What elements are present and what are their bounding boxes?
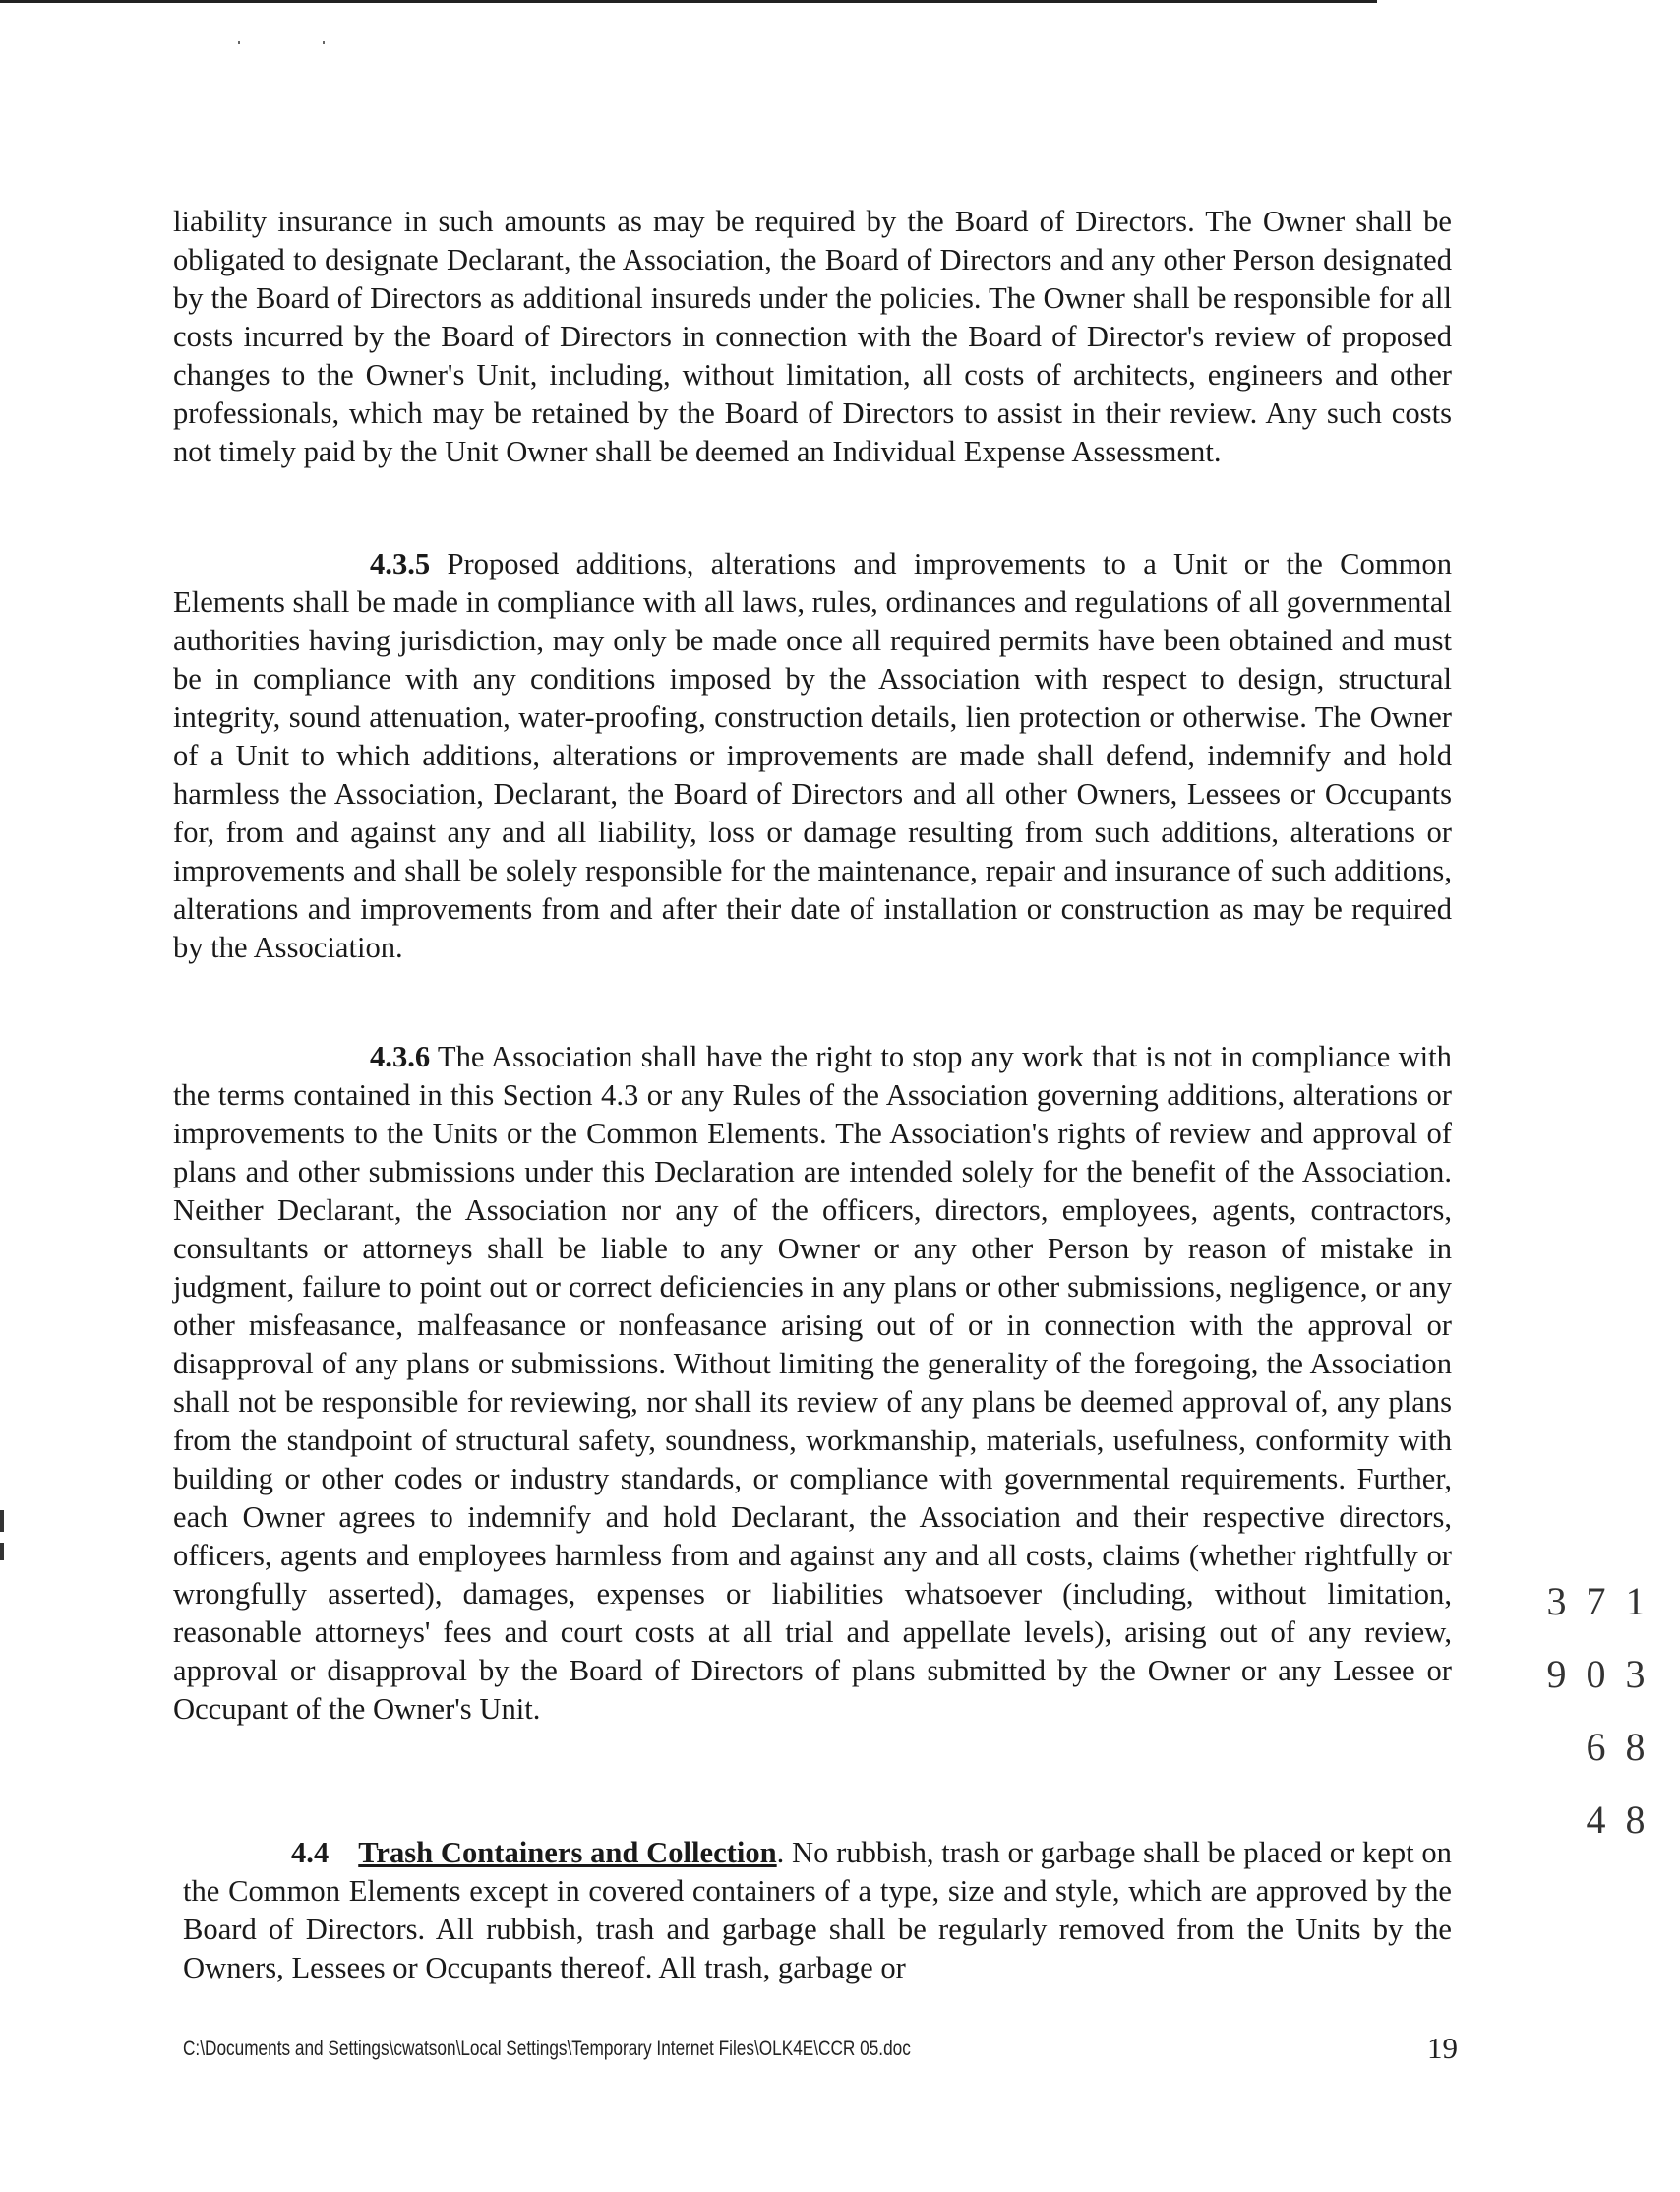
- section-4-3-5: [173, 545, 1452, 967]
- paragraph-continued: [173, 203, 1452, 471]
- page-number: 19: [1427, 2031, 1458, 2065]
- scan-margin-mark: [0, 1543, 4, 1560]
- scan-speck: [323, 41, 325, 44]
- section-4-4: [183, 1834, 1452, 1987]
- section-number: 4.3.5: [370, 547, 431, 580]
- section-4-3-6: [173, 1038, 1452, 1729]
- paragraph-continued-text: liability insurance in such amounts as may be required by the Board of Directors. The Owner shall be obligated to designate Declarant, the Association, the Board of Directors and any other Person designated by the Board of Directors as additional insureds under the policies. The Owner shall be responsible for all costs incurred by the Board of Directors in connection with the Board of Director's review of proposed changes to the Owner's Unit, including, without limitation, all costs of architects, engineers and other professionals, which may be retained by the Board of Directors to assist in their review. Any such costs not timely paid by the Unit Owner shall be deemed an Individual Expense Assessment.: [173, 205, 1452, 468]
- section-number: 4.4: [291, 1836, 330, 1869]
- recording-stamp-number: 1 3 8 8 7 0 6 4 3 9: [1534, 1579, 1657, 1834]
- scan-margin-mark: [0, 1510, 4, 1532]
- section-text: . No rubbish, trash or garbage shall be placed or kept on the Common Elements except in covered containers of a type, size and style, which are approved by the Board of Directors. All rubbish, trash and garbage shall be regularly removed from the Units by the Owners, Lessees or Occupants thereof. All trash, garbage or: [183, 1836, 1452, 1984]
- scan-speck: [238, 41, 240, 44]
- section-title: Trash Containers and Collection: [358, 1836, 777, 1869]
- footer-file-path: C:\Documents and Settings\cwatson\Local Settings\Temporary Internet Files\OLK4E\CCR 05.doc: [183, 2038, 911, 2060]
- scan-top-edge: [0, 0, 1377, 3]
- section-text: Proposed additions, alterations and improvements to a Unit or the Common Elements shall be made in compliance with all laws, rules, ordinances and regulations of all governmental authorities having jurisdiction, may only be made once all required permits have been obtained and must be in compliance with any conditions imposed by the Association with respect to design, structural integrity, sound attenuation, water-proofing, construction details, lien protection or otherwise. The Owner of a Unit to which additions, alterations or improvements are made shall defend, indemnify and hold harmless the Association, Declarant, the Board of Directors and all other Owners, Lessees or Occupants for, from and against any and all liability, loss or damage resulting from such additions, alterations or improvements and shall be solely responsible for the maintenance, repair and insurance of such additions, alterations and improvements from and after their date of installation or construction as may be required by the Association.: [173, 547, 1453, 964]
- section-text: The Association shall have the right to stop any work that is not in compliance with the terms contained in this Section 4.3 or any Rules of the Association governing additions, alterations or improvements to the Units or the Common Elements. The Association's rights of review and approval of plans and other submissions under this Declaration are intended solely for the benefit of the Association. Neither Declarant, the Association nor any of the officers, directors, employees, agents, contractors, consultants or attorneys shall be liable to any Owner or any other Person by reason of mistake in judgment, failure to point out or correct deficiencies in any plans or other submissions, negligence, or any other misfeasance, malfeasance or nonfeasance arising out of or in connection with the approval or disapproval of any plans or submissions. Without limiting the generality of the foregoing, the Association shall not be responsible for reviewing, nor shall its review of any plans be deemed approval of, any plans from the standpoint of structural safety, soundness, workmanship, materials, usefulness, conformity with building or other codes or industry standards, or compliance with governmental requirements. Further, each Owner agrees to indemnify and hold Declarant, the Association and their respective directors, officers, agents and employees harmless from and against any and all costs, claims (whether rightfully or wrongfully asserted), damages, expenses or liabilities whatsoever (including, without limitation, reasonable attorneys' fees and court costs at all trial and appellate levels), arising out of any review, approval or disapproval by the Board of Directors of plans submitted by the Owner or any Lessee or Occupant of the Owner's Unit.: [173, 1040, 1452, 1726]
- section-number: 4.3.6: [370, 1040, 431, 1073]
